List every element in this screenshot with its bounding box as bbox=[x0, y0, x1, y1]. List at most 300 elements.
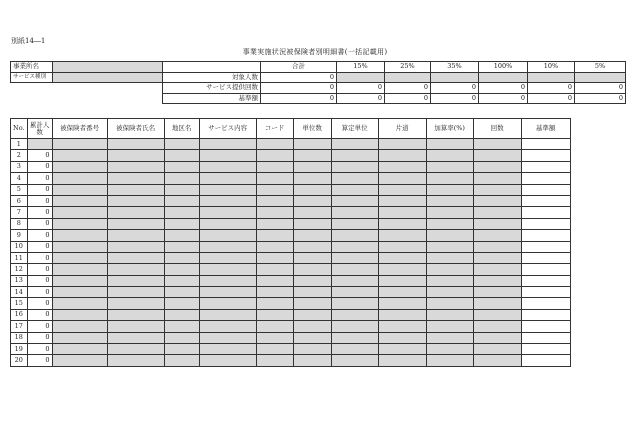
input-cell[interactable] bbox=[199, 344, 256, 355]
input-cell[interactable] bbox=[256, 355, 293, 366]
input-cell[interactable] bbox=[199, 332, 256, 343]
summary-cell: 0 bbox=[528, 93, 575, 104]
input-cell[interactable] bbox=[199, 321, 256, 332]
input-cell[interactable] bbox=[473, 150, 521, 161]
table-row bbox=[11, 309, 571, 320]
input-cell[interactable] bbox=[331, 275, 378, 286]
input-cell[interactable] bbox=[293, 195, 331, 206]
input-cell[interactable] bbox=[378, 173, 426, 184]
input-cell[interactable] bbox=[164, 207, 199, 218]
input-cell[interactable] bbox=[378, 161, 426, 172]
input-cell[interactable] bbox=[199, 184, 256, 195]
input-cell[interactable] bbox=[107, 195, 164, 206]
input-cell[interactable] bbox=[331, 321, 378, 332]
input-cell[interactable] bbox=[426, 355, 473, 366]
input-cell[interactable] bbox=[199, 275, 256, 286]
input-cell[interactable] bbox=[293, 264, 331, 275]
input-cell[interactable] bbox=[378, 150, 426, 161]
input-cell[interactable] bbox=[293, 184, 331, 195]
input-cell[interactable] bbox=[378, 241, 426, 252]
input-cell[interactable] bbox=[164, 298, 199, 309]
input-cell[interactable] bbox=[378, 139, 426, 150]
input-cell[interactable] bbox=[426, 195, 473, 206]
input-cell[interactable] bbox=[331, 264, 378, 275]
summary-cell: 0 bbox=[575, 93, 626, 104]
summary-cell: 0 bbox=[261, 93, 337, 104]
spacer bbox=[11, 93, 53, 104]
input-cell[interactable] bbox=[426, 332, 473, 343]
base-amount-header: 基準額 bbox=[521, 119, 570, 139]
rate-header: 100% bbox=[479, 62, 528, 73]
district-header: 地区名 bbox=[164, 119, 199, 139]
input-cell[interactable] bbox=[293, 321, 331, 332]
input-cell[interactable] bbox=[52, 275, 107, 286]
input-cell[interactable] bbox=[473, 207, 521, 218]
input-cell[interactable] bbox=[164, 241, 199, 252]
summary-cell bbox=[337, 72, 385, 83]
input-cell[interactable] bbox=[52, 161, 107, 172]
row-number: 4 bbox=[11, 173, 28, 184]
input-cell[interactable] bbox=[52, 344, 107, 355]
input-cell[interactable] bbox=[52, 321, 107, 332]
input-cell[interactable] bbox=[473, 298, 521, 309]
input-cell[interactable] bbox=[331, 150, 378, 161]
input-cell[interactable] bbox=[107, 309, 164, 320]
table-row bbox=[11, 218, 571, 229]
input-cell[interactable] bbox=[378, 321, 426, 332]
base-amount-cell bbox=[521, 275, 570, 286]
input-cell[interactable] bbox=[199, 241, 256, 252]
input-cell[interactable] bbox=[52, 309, 107, 320]
input-cell[interactable] bbox=[256, 195, 293, 206]
input-cell[interactable] bbox=[473, 230, 521, 241]
summary-cell: 0 bbox=[385, 83, 431, 94]
input-cell[interactable] bbox=[293, 150, 331, 161]
input-cell[interactable] bbox=[107, 287, 164, 298]
input-cell[interactable] bbox=[426, 298, 473, 309]
input-cell[interactable] bbox=[256, 287, 293, 298]
spacer bbox=[11, 83, 53, 94]
input-cell[interactable] bbox=[164, 321, 199, 332]
input-cell[interactable] bbox=[293, 207, 331, 218]
input-cell[interactable] bbox=[52, 150, 107, 161]
row-number: 12 bbox=[11, 264, 28, 275]
spacer bbox=[53, 93, 163, 104]
input-cell[interactable] bbox=[473, 173, 521, 184]
input-cell[interactable] bbox=[164, 252, 199, 263]
rate-header: 15% bbox=[337, 62, 385, 73]
calc-unit-header: 算定単位 bbox=[331, 119, 378, 139]
input-cell[interactable] bbox=[293, 230, 331, 241]
input-cell[interactable] bbox=[256, 184, 293, 195]
input-cell[interactable] bbox=[107, 218, 164, 229]
input-cell[interactable] bbox=[199, 207, 256, 218]
input-cell[interactable] bbox=[426, 139, 473, 150]
input-cell[interactable] bbox=[426, 264, 473, 275]
table-row bbox=[11, 252, 571, 263]
input-cell[interactable] bbox=[331, 173, 378, 184]
input-cell[interactable] bbox=[331, 230, 378, 241]
row-number: 14 bbox=[11, 287, 28, 298]
input-cell[interactable] bbox=[199, 230, 256, 241]
input-cell[interactable] bbox=[256, 344, 293, 355]
input-cell[interactable] bbox=[164, 218, 199, 229]
insured-name-header: 被保険者氏名 bbox=[107, 119, 164, 139]
input-cell[interactable] bbox=[107, 332, 164, 343]
rate-header: 35% bbox=[431, 62, 479, 73]
input-cell[interactable] bbox=[473, 218, 521, 229]
input-cell[interactable] bbox=[164, 230, 199, 241]
input-cell[interactable] bbox=[378, 344, 426, 355]
input-cell[interactable] bbox=[107, 207, 164, 218]
input-cell[interactable] bbox=[426, 275, 473, 286]
input-cell[interactable] bbox=[52, 298, 107, 309]
row-label: サービス提供回数 bbox=[163, 83, 261, 94]
input-cell[interactable] bbox=[293, 355, 331, 366]
input-cell[interactable] bbox=[331, 207, 378, 218]
input-cell[interactable] bbox=[256, 275, 293, 286]
base-amount-cell bbox=[521, 195, 570, 206]
input-cell[interactable] bbox=[199, 150, 256, 161]
cumulative-count-cell: 0 bbox=[27, 161, 52, 172]
input-cell[interactable] bbox=[426, 184, 473, 195]
input-cell[interactable] bbox=[52, 195, 107, 206]
input-cell[interactable] bbox=[426, 218, 473, 229]
row-number: 6 bbox=[11, 195, 28, 206]
input-cell[interactable] bbox=[256, 139, 293, 150]
input-cell[interactable] bbox=[256, 173, 293, 184]
input-cell[interactable] bbox=[107, 321, 164, 332]
input-cell[interactable] bbox=[52, 230, 107, 241]
input-cell[interactable] bbox=[473, 309, 521, 320]
cumulative-count-cell: 0 bbox=[27, 150, 52, 161]
input-cell[interactable] bbox=[331, 287, 378, 298]
input-cell[interactable] bbox=[107, 230, 164, 241]
input-cell[interactable] bbox=[164, 287, 199, 298]
input-cell[interactable] bbox=[473, 321, 521, 332]
input-cell[interactable] bbox=[331, 355, 378, 366]
input-cell[interactable] bbox=[164, 195, 199, 206]
summary-cell bbox=[431, 72, 479, 83]
row-number: 11 bbox=[11, 252, 28, 263]
input-cell[interactable] bbox=[52, 207, 107, 218]
cumulative-count-cell: 0 bbox=[27, 207, 52, 218]
row-number: 13 bbox=[11, 275, 28, 286]
input-cell[interactable] bbox=[199, 195, 256, 206]
input-cell[interactable] bbox=[473, 344, 521, 355]
cumulative-count-header: 累計人数 bbox=[27, 119, 52, 139]
input-cell[interactable] bbox=[378, 207, 426, 218]
input-cell[interactable] bbox=[426, 241, 473, 252]
input-cell[interactable] bbox=[164, 139, 199, 150]
input-cell[interactable] bbox=[199, 298, 256, 309]
service-type-field[interactable] bbox=[53, 72, 163, 83]
input-cell[interactable] bbox=[473, 252, 521, 263]
code-header: コード bbox=[256, 119, 293, 139]
input-cell[interactable] bbox=[293, 332, 331, 343]
input-cell[interactable] bbox=[164, 173, 199, 184]
input-cell[interactable] bbox=[164, 184, 199, 195]
input-cell[interactable] bbox=[426, 252, 473, 263]
summary-cell: 0 bbox=[261, 72, 337, 83]
input-cell[interactable] bbox=[256, 252, 293, 263]
detail-body bbox=[11, 139, 571, 367]
base-amount-cell bbox=[521, 264, 570, 275]
input-cell[interactable] bbox=[199, 252, 256, 263]
input-cell[interactable] bbox=[199, 355, 256, 366]
input-cell[interactable] bbox=[107, 275, 164, 286]
input-cell[interactable] bbox=[107, 184, 164, 195]
input-cell[interactable] bbox=[473, 332, 521, 343]
input-cell[interactable] bbox=[164, 161, 199, 172]
input-cell[interactable] bbox=[426, 230, 473, 241]
input-cell[interactable] bbox=[107, 241, 164, 252]
summary-cell: 0 bbox=[337, 93, 385, 104]
input-cell[interactable] bbox=[378, 252, 426, 263]
table-row bbox=[11, 264, 571, 275]
input-cell[interactable] bbox=[473, 264, 521, 275]
summary-cell bbox=[479, 72, 528, 83]
input-cell[interactable] bbox=[52, 355, 107, 366]
cumulative-count-cell: 0 bbox=[27, 309, 52, 320]
office-name-field[interactable] bbox=[53, 62, 163, 73]
input-cell[interactable] bbox=[293, 298, 331, 309]
input-cell[interactable] bbox=[331, 139, 378, 150]
cumulative-count-cell: 0 bbox=[27, 287, 52, 298]
input-cell[interactable] bbox=[107, 252, 164, 263]
input-cell[interactable] bbox=[199, 309, 256, 320]
base-amount-cell bbox=[521, 218, 570, 229]
table-row bbox=[11, 195, 571, 206]
input-cell[interactable] bbox=[331, 344, 378, 355]
input-cell[interactable] bbox=[256, 207, 293, 218]
input-cell[interactable] bbox=[426, 150, 473, 161]
input-cell[interactable] bbox=[256, 218, 293, 229]
input-cell[interactable] bbox=[164, 332, 199, 343]
input-cell[interactable] bbox=[164, 344, 199, 355]
input-cell[interactable] bbox=[164, 355, 199, 366]
form-reference: 別紙14―1 bbox=[11, 37, 46, 45]
input-cell[interactable] bbox=[293, 252, 331, 263]
table-row bbox=[11, 298, 571, 309]
input-cell[interactable] bbox=[52, 332, 107, 343]
table-row bbox=[11, 184, 571, 195]
input-cell[interactable] bbox=[107, 139, 164, 150]
input-cell[interactable] bbox=[199, 173, 256, 184]
input-cell[interactable] bbox=[473, 241, 521, 252]
input-cell[interactable] bbox=[331, 309, 378, 320]
input-cell[interactable] bbox=[293, 161, 331, 172]
input-cell[interactable] bbox=[164, 275, 199, 286]
summary-cell: 0 bbox=[575, 83, 626, 94]
input-cell[interactable] bbox=[426, 309, 473, 320]
one-way-header: 片道 bbox=[378, 119, 426, 139]
input-cell[interactable] bbox=[331, 298, 378, 309]
summary-cell: 0 bbox=[385, 93, 431, 104]
base-amount-cell bbox=[521, 150, 570, 161]
cumulative-count-cell: 0 bbox=[27, 252, 52, 263]
input-cell[interactable] bbox=[256, 298, 293, 309]
input-cell[interactable] bbox=[426, 344, 473, 355]
office-label: 事業所名 bbox=[11, 62, 53, 73]
input-cell[interactable] bbox=[426, 161, 473, 172]
summary-cell: 0 bbox=[431, 83, 479, 94]
input-cell[interactable] bbox=[331, 252, 378, 263]
input-cell[interactable] bbox=[378, 184, 426, 195]
base-amount-cell bbox=[521, 173, 570, 184]
input-cell[interactable] bbox=[293, 344, 331, 355]
table-row bbox=[11, 150, 571, 161]
row-number: 15 bbox=[11, 298, 28, 309]
summary-table bbox=[10, 61, 626, 104]
table-row bbox=[11, 139, 571, 150]
input-cell[interactable] bbox=[52, 139, 107, 150]
input-cell[interactable] bbox=[331, 218, 378, 229]
no-header: No. bbox=[11, 119, 28, 139]
input-cell[interactable] bbox=[426, 207, 473, 218]
base-amount-cell bbox=[521, 241, 570, 252]
input-cell[interactable] bbox=[426, 173, 473, 184]
input-cell[interactable] bbox=[256, 241, 293, 252]
input-cell[interactable] bbox=[426, 321, 473, 332]
input-cell[interactable] bbox=[164, 309, 199, 320]
service-content-header: サービス内容 bbox=[199, 119, 256, 139]
input-cell[interactable] bbox=[107, 161, 164, 172]
input-cell[interactable] bbox=[293, 173, 331, 184]
summary-cell: 0 bbox=[528, 83, 575, 94]
table-row bbox=[11, 321, 571, 332]
input-cell[interactable] bbox=[331, 332, 378, 343]
summary-corner bbox=[163, 62, 261, 73]
input-cell[interactable] bbox=[107, 173, 164, 184]
cumulative-count-cell: 0 bbox=[27, 173, 52, 184]
input-cell[interactable] bbox=[107, 264, 164, 275]
input-cell[interactable] bbox=[378, 298, 426, 309]
rate-header: 10% bbox=[528, 62, 575, 73]
input-cell[interactable] bbox=[107, 355, 164, 366]
input-cell[interactable] bbox=[293, 139, 331, 150]
base-amount-cell bbox=[521, 287, 570, 298]
row-number: 1 bbox=[11, 139, 28, 150]
input-cell[interactable] bbox=[107, 298, 164, 309]
rate-header: 合計 bbox=[261, 62, 337, 73]
service-type-label: サービス種別 bbox=[11, 72, 53, 83]
base-amount-cell bbox=[521, 298, 570, 309]
input-cell[interactable] bbox=[293, 218, 331, 229]
input-cell[interactable] bbox=[256, 309, 293, 320]
input-cell[interactable] bbox=[378, 264, 426, 275]
input-cell[interactable] bbox=[473, 161, 521, 172]
row-label: 基準額 bbox=[163, 93, 261, 104]
input-cell[interactable] bbox=[256, 264, 293, 275]
input-cell[interactable] bbox=[164, 264, 199, 275]
input-cell[interactable] bbox=[378, 355, 426, 366]
input-cell[interactable] bbox=[473, 195, 521, 206]
input-cell[interactable] bbox=[199, 218, 256, 229]
input-cell[interactable] bbox=[473, 287, 521, 298]
input-cell[interactable] bbox=[331, 195, 378, 206]
cumulative-count-cell: 0 bbox=[27, 321, 52, 332]
input-cell[interactable] bbox=[52, 264, 107, 275]
input-cell[interactable] bbox=[256, 161, 293, 172]
input-cell[interactable] bbox=[52, 252, 107, 263]
cumulative-count-cell: 0 bbox=[27, 218, 52, 229]
base-amount-cell bbox=[521, 355, 570, 366]
summary-cell bbox=[385, 72, 431, 83]
input-cell[interactable] bbox=[331, 161, 378, 172]
input-cell[interactable] bbox=[293, 275, 331, 286]
input-cell[interactable] bbox=[378, 230, 426, 241]
input-cell[interactable] bbox=[52, 173, 107, 184]
row-number: 5 bbox=[11, 184, 28, 195]
base-amount-cell bbox=[521, 161, 570, 172]
row-number: 10 bbox=[11, 241, 28, 252]
input-cell[interactable] bbox=[293, 309, 331, 320]
summary-cell bbox=[575, 72, 626, 83]
input-cell[interactable] bbox=[331, 184, 378, 195]
summary-cell bbox=[528, 72, 575, 83]
input-cell[interactable] bbox=[52, 241, 107, 252]
cumulative-count-cell: 0 bbox=[27, 241, 52, 252]
input-cell[interactable] bbox=[331, 241, 378, 252]
base-amount-cell bbox=[521, 207, 570, 218]
row-number: 2 bbox=[11, 150, 28, 161]
cumulative-count-cell: 0 bbox=[27, 195, 52, 206]
input-cell[interactable] bbox=[107, 344, 164, 355]
input-cell[interactable] bbox=[473, 355, 521, 366]
summary-cell: 0 bbox=[431, 93, 479, 104]
input-cell[interactable] bbox=[52, 218, 107, 229]
input-cell[interactable] bbox=[378, 287, 426, 298]
input-cell[interactable] bbox=[52, 287, 107, 298]
input-cell[interactable] bbox=[473, 184, 521, 195]
input-cell[interactable] bbox=[199, 264, 256, 275]
detail-table bbox=[10, 118, 571, 367]
input-cell[interactable] bbox=[378, 309, 426, 320]
cumulative-count-cell: 0 bbox=[27, 332, 52, 343]
input-cell[interactable] bbox=[52, 184, 107, 195]
input-cell[interactable] bbox=[107, 150, 164, 161]
input-cell[interactable] bbox=[426, 287, 473, 298]
input-cell[interactable] bbox=[199, 161, 256, 172]
input-cell[interactable] bbox=[378, 275, 426, 286]
input-cell[interactable] bbox=[256, 332, 293, 343]
input-cell[interactable] bbox=[378, 218, 426, 229]
input-cell[interactable] bbox=[378, 332, 426, 343]
page-title: 事業実施状況被保険者別明細書(一括記載用) bbox=[242, 48, 388, 56]
input-cell[interactable] bbox=[164, 150, 199, 161]
input-cell[interactable] bbox=[199, 287, 256, 298]
input-cell[interactable] bbox=[256, 321, 293, 332]
cumulative-count-cell: 0 bbox=[27, 344, 52, 355]
spacer bbox=[53, 83, 163, 94]
input-cell[interactable] bbox=[293, 287, 331, 298]
row-number: 16 bbox=[11, 309, 28, 320]
input-cell[interactable] bbox=[199, 139, 256, 150]
input-cell[interactable] bbox=[256, 150, 293, 161]
input-cell[interactable] bbox=[473, 275, 521, 286]
input-cell[interactable] bbox=[473, 139, 521, 150]
input-cell[interactable] bbox=[378, 195, 426, 206]
input-cell[interactable] bbox=[293, 241, 331, 252]
table-row bbox=[11, 332, 571, 343]
input-cell[interactable] bbox=[256, 230, 293, 241]
table-row bbox=[11, 207, 571, 218]
row-label: 対象人数 bbox=[163, 72, 261, 83]
base-amount-cell bbox=[521, 184, 570, 195]
rate-header: 5% bbox=[575, 62, 626, 73]
cumulative-count-cell: 0 bbox=[27, 298, 52, 309]
